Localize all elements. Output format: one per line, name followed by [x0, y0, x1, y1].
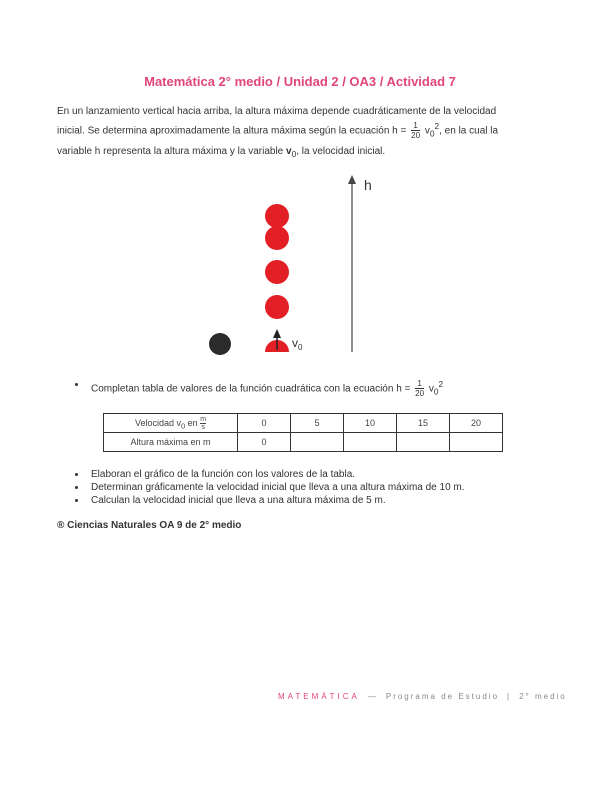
height-axis-label: h	[364, 177, 372, 193]
bullet-formula-var: v	[428, 383, 434, 395]
intro-paragraph	[57, 104, 517, 141]
table-cell: 15	[397, 414, 450, 433]
intro-formula-var: v	[424, 125, 430, 137]
table-cell	[397, 433, 450, 452]
table-cell	[291, 433, 344, 452]
reference-dark-ball	[209, 333, 231, 355]
velocity-header-sub: 0	[181, 421, 186, 431]
velocity-label: $v_0$	[292, 336, 303, 352]
intro2-text-1: variable h representa la altura máxima y la variable	[57, 146, 286, 157]
intro2-var: v	[286, 146, 292, 157]
list-item: Calculan la velocidad inicial que lleva a una altura máxima de 5 m.	[75, 494, 465, 507]
intro2-var-sub: 0	[291, 149, 297, 159]
bullet-formula-sub: 0	[433, 386, 439, 397]
intro-paragraph-2	[57, 144, 517, 162]
table-cell: 5	[291, 414, 344, 433]
ball-position-3	[265, 260, 289, 284]
table-header-velocity	[104, 414, 238, 433]
table-cell	[450, 433, 503, 452]
footer-divider: |	[507, 692, 512, 701]
bullet-formula-sup: 2	[438, 379, 444, 389]
values-table	[103, 413, 503, 452]
cross-curricular-note: ® Ciencias Naturales OA 9 de 2° medio	[57, 520, 242, 531]
bullet-table-text: Completan tabla de valores de la función cuadrática con la ecuación h =	[91, 383, 411, 395]
velocity-arrowhead	[273, 329, 281, 338]
table-row-height	[104, 433, 503, 452]
footer-program: Programa de Estudio	[385, 692, 500, 701]
bullet-item-table	[75, 378, 443, 398]
table-row-velocity	[104, 414, 503, 433]
intro-text-1: En un lanzamiento vertical hacia arriba, la altura máxima depende cuadráticamente de la velocidad inicial. Se determina aproximadamente la altura máxima según la ecuación h =	[57, 106, 497, 137]
footer-subject: MATEMÁTICA	[278, 692, 360, 701]
table-cell: 0	[238, 433, 291, 452]
bullet-list-tasks	[75, 468, 465, 507]
height-axis-arrowhead	[348, 175, 356, 184]
table-header-height: Altura máxima en m	[104, 433, 238, 452]
vertical-throw-illustration	[200, 172, 400, 362]
velocity-header-unit-text: en	[185, 417, 201, 428]
intro-text-2: , en la cual la	[439, 125, 499, 137]
ball-position-4	[265, 295, 289, 319]
page-footer	[278, 692, 567, 701]
intro-formula-sup: 2	[434, 121, 440, 131]
velocity-header-label: Velocidad v	[134, 417, 181, 428]
ball-position-2	[265, 226, 289, 250]
intro2-text-2: , la velocidad inicial.	[296, 146, 386, 157]
velocity-unit-num: m	[200, 415, 207, 423]
intro-formula-sub: 0	[429, 128, 435, 139]
footer-separator: —	[367, 692, 378, 701]
footer-grade: 2° medio	[519, 692, 567, 701]
bullet-fraction	[415, 379, 424, 398]
intro-frac-den: 20	[411, 131, 421, 141]
page-title: Matemática 2° medio / Unidad 2 / OA3 / Actividad 7	[144, 74, 456, 89]
table-cell: 0	[238, 414, 291, 433]
bullet-frac-den: 20	[415, 389, 425, 399]
velocity-unit-den: s	[201, 423, 205, 431]
bullet-frac-num: 1	[415, 379, 424, 389]
table-cell: 20	[450, 414, 503, 433]
list-item: Elaboran el gráfico de la función con los valores de la tabla.	[75, 468, 465, 481]
intro-frac-num: 1	[411, 121, 420, 131]
intro-fraction	[411, 121, 420, 140]
ball-position-1	[265, 204, 289, 228]
velocity-unit-fraction	[200, 416, 206, 431]
list-item: Determinan gráficamente la velocidad inicial que lleva a una altura máxima de 10 m.	[75, 481, 465, 494]
bullet-list-top	[75, 378, 443, 398]
table-cell: 10	[344, 414, 397, 433]
table-cell	[344, 433, 397, 452]
